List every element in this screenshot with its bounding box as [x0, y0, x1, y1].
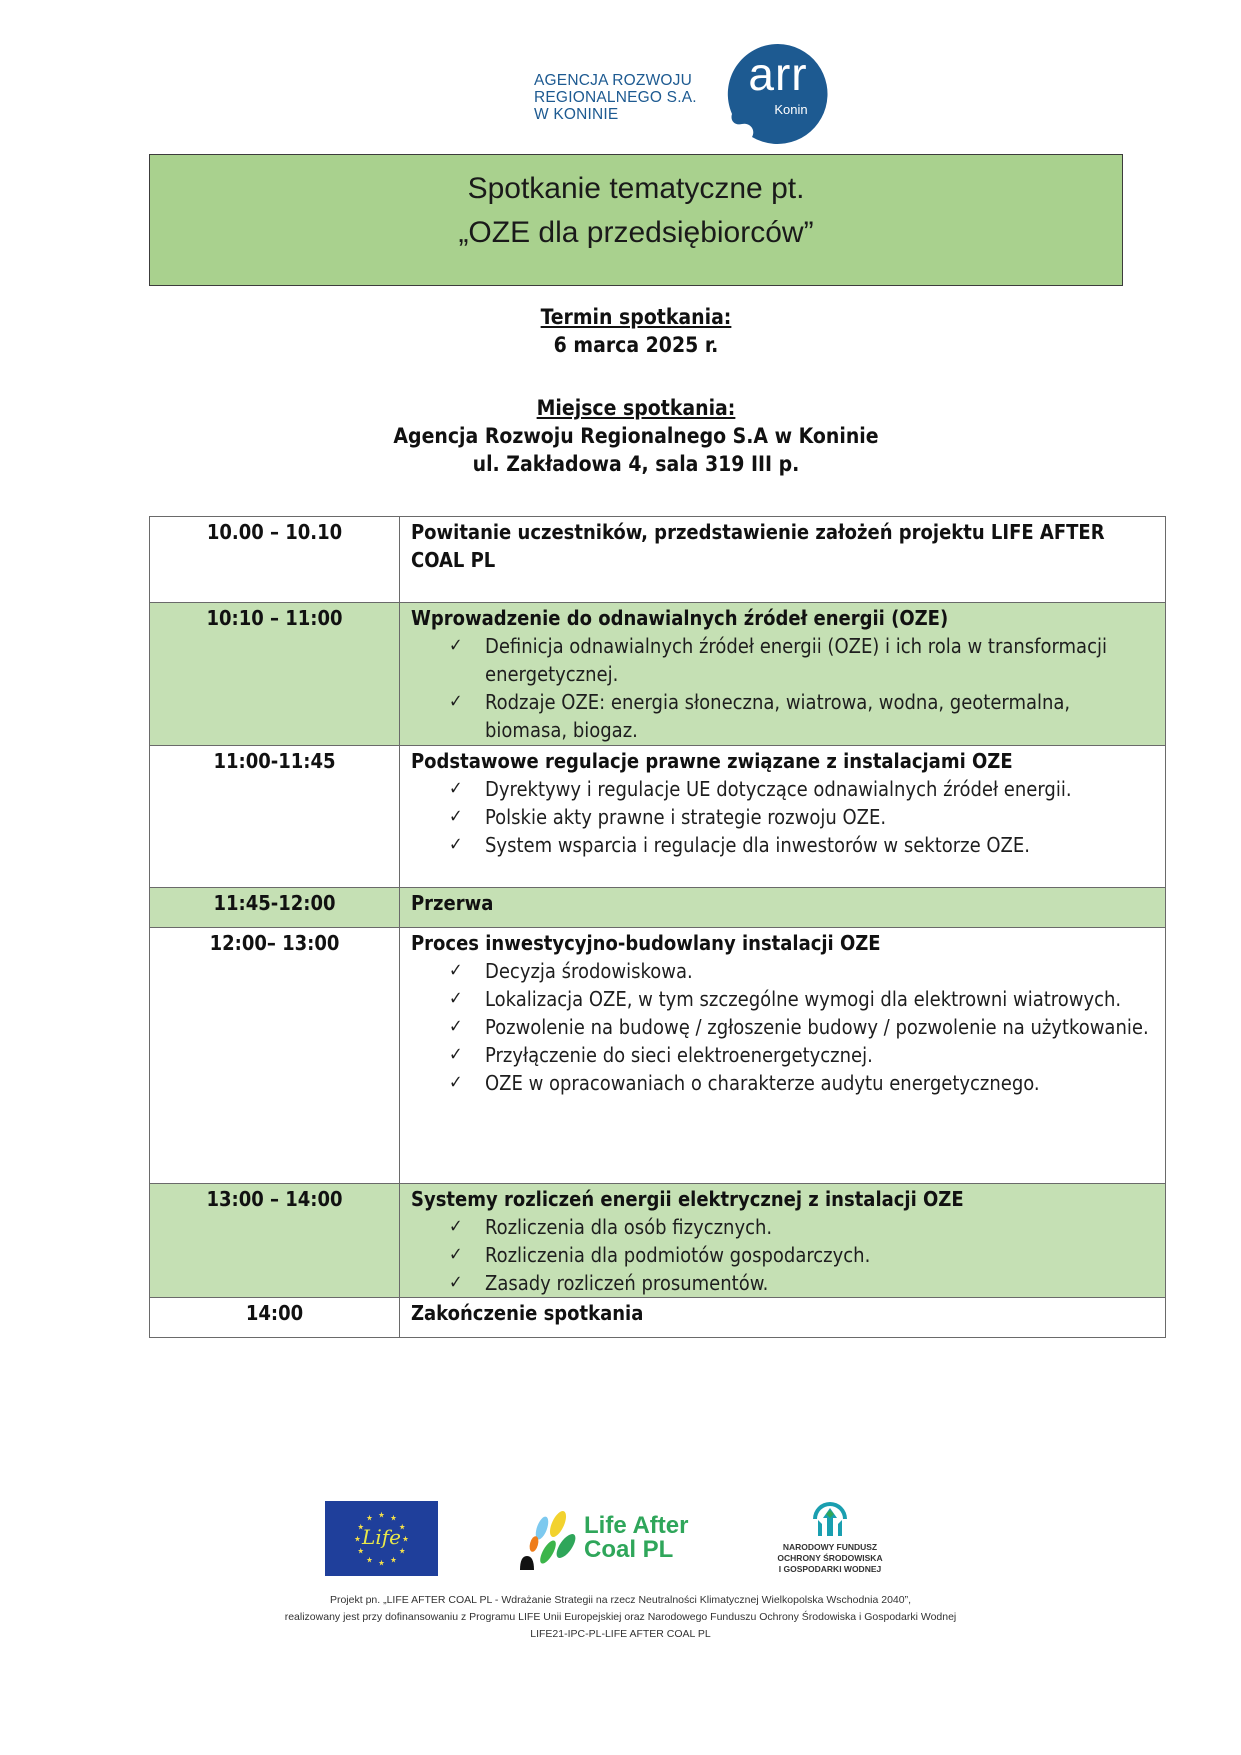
checkmark-icon: ✓	[449, 1216, 463, 1237]
agenda-subtopic-text: Lokalizacja OZE, w tym szczególne wymogi dla elektrowni wiatrowych.	[485, 987, 1122, 1011]
agenda-time: 10.00 – 10.10	[150, 517, 400, 603]
arr-logo-icon	[726, 44, 830, 144]
agenda-description	[400, 603, 1166, 746]
logo-text-line: W KONINIE	[534, 106, 619, 123]
agenda-topic: Powitanie uczestników, przedstawienie założeń projektu LIFE AFTER COAL PL	[411, 520, 1105, 572]
eu-star-icon: ★	[378, 1558, 385, 1568]
nfos-line: NARODOWY FUNDUSZ	[782, 1542, 878, 1552]
agenda-description	[400, 1298, 1166, 1338]
agenda-subtopic-text: Dyrektywy i regulacje UE dotyczące odnawialnych źródeł energii.	[485, 777, 1072, 801]
checkmark-icon: ✓	[449, 1272, 463, 1293]
agenda-description	[400, 746, 1166, 888]
agenda-subtopic-text: Pozwolenie na budowę / zgłoszenie budowy / pozwolenie na użytkowanie.	[485, 1015, 1149, 1039]
nfosigw-icon	[810, 1500, 850, 1540]
date-label: Termin spotkania:	[540, 305, 732, 329]
agenda-topic: Proces inwestycyjno-budowlany instalacji OZE	[411, 931, 881, 955]
agenda-subtopics	[411, 632, 1155, 744]
agenda-subtopic	[411, 831, 1155, 859]
eu-life-logo	[325, 1501, 438, 1576]
agenda-subtopic	[411, 688, 1155, 744]
funding-note-line-1: Projekt pn. „LIFE AFTER COAL PL - Wdrażanie Strategii na rzecz Neutralności Klimatycznej Wielkopolska Wschodnia 2040”,	[329, 1594, 912, 1606]
eu-star-icon: ★	[378, 1510, 385, 1520]
title-box	[149, 154, 1123, 286]
eu-star-icon: ★	[402, 1534, 409, 1544]
agenda-row	[150, 1298, 1166, 1338]
title-line-1: Spotkanie tematyczne pt.	[467, 172, 805, 205]
eu-star-icon: ★	[390, 1555, 397, 1565]
agenda-subtopic-text: OZE w opracowaniach o charakterze audytu energetycznego.	[485, 1071, 1040, 1095]
agenda-row	[150, 928, 1166, 1184]
checkmark-icon: ✓	[449, 1072, 463, 1093]
logo-text-line: AGENCJA ROZWOJU	[534, 72, 693, 89]
agenda-subtopic-text: Rozliczenia dla osób fizycznych.	[485, 1215, 773, 1239]
checkmark-icon: ✓	[449, 806, 463, 827]
lac-line-2: Coal PL	[584, 1536, 674, 1563]
life-after-coal-icon	[512, 1510, 582, 1574]
agenda-subtopic	[411, 1213, 1155, 1241]
agenda-subtopics	[411, 1213, 1155, 1297]
agenda-time: 11:45-12:00	[150, 888, 400, 928]
logo-city: Konin	[774, 102, 808, 117]
agenda-row	[150, 603, 1166, 746]
eu-star-icon: ★	[357, 1522, 364, 1532]
agenda-subtopic	[411, 803, 1155, 831]
nfos-line: I GOSPODARKI WODNEJ	[778, 1564, 882, 1574]
agenda-table	[149, 516, 1166, 1338]
agenda-subtopic-text: System wsparcia i regulacje dla inwestorów w sektorze OZE.	[485, 833, 1030, 857]
nfos-line: OCHRONY ŚRODOWISKA	[777, 1553, 883, 1563]
agenda-description	[400, 928, 1166, 1184]
agenda-topic: Podstawowe regulacje prawne związane z instalacjami OZE	[411, 749, 1013, 773]
eu-star-icon: ★	[366, 1513, 373, 1523]
agenda-subtopic	[411, 985, 1155, 1013]
agenda-time: 11:00-11:45	[150, 746, 400, 888]
funding-note	[150, 1592, 1091, 1643]
eu-star-icon: ★	[399, 1546, 406, 1556]
agenda-row	[150, 746, 1166, 888]
agenda-description	[400, 888, 1166, 928]
logo-text-line: REGIONALNEGO S.A.	[534, 89, 697, 106]
lac-line-1: Life After	[584, 1512, 689, 1539]
place-line-2: ul. Zakładowa 4, sala 319 III p.	[472, 452, 800, 476]
lac-logo-text	[584, 1514, 688, 1562]
agenda-subtopics	[411, 775, 1155, 859]
agenda-subtopic-text: Rozliczenia dla podmiotów gospodarczych.	[485, 1243, 871, 1267]
agenda-time: 13:00 – 14:00	[150, 1184, 400, 1298]
meeting-place-block	[149, 394, 1123, 478]
agenda-subtopic	[411, 775, 1155, 803]
agenda-topic: Systemy rozliczeń energii elektrycznej z instalacji OZE	[411, 1187, 964, 1211]
funding-note-line-2: realizowany jest przy dofinansowaniu z Programu LIFE Unii Europejskiej oraz Narodowego Funduszu Ochrony Środowiska i Gospodarki Wodnej	[284, 1611, 957, 1623]
agenda-subtopic-text: Decyzja środowiskowa.	[485, 959, 693, 983]
checkmark-icon: ✓	[449, 778, 463, 799]
place-label: Miejsce spotkania:	[536, 396, 736, 420]
eu-star-icon: ★	[399, 1522, 406, 1532]
agenda-subtopic-text: Rodzaje OZE: energia słoneczna, wiatrowa, wodna, geotermalna, biomasa, biogaz.	[485, 690, 1071, 742]
agenda-row	[150, 1184, 1166, 1298]
agenda-subtopic	[411, 957, 1155, 985]
meeting-date-block	[149, 303, 1123, 359]
date-value: 6 marca 2025 r.	[553, 333, 719, 357]
place-line-1: Agencja Rozwoju Regionalnego S.A w Koninie	[393, 424, 879, 448]
agenda-time: 12:00– 13:00	[150, 928, 400, 1184]
eu-star-icon: ★	[390, 1513, 397, 1523]
agenda-description	[400, 517, 1166, 603]
agenda-subtopic	[411, 1269, 1155, 1297]
agenda-time: 10:10 – 11:00	[150, 603, 400, 746]
agenda-subtopic-text: Zasady rozliczeń prosumentów.	[485, 1271, 769, 1295]
eu-logo-text: Life	[362, 1525, 401, 1549]
agenda-topic: Przerwa	[411, 891, 494, 915]
checkmark-icon: ✓	[449, 1016, 463, 1037]
logo-mark: arr	[748, 48, 808, 100]
agenda-topic: Wprowadzenie do odnawialnych źródeł energii (OZE)	[411, 606, 949, 630]
checkmark-icon: ✓	[449, 988, 463, 1009]
agenda-subtopic-text: Polskie akty prawne i strategie rozwoju OZE.	[485, 805, 887, 829]
agenda-subtopic	[411, 1041, 1155, 1069]
agenda-subtopic	[411, 1069, 1155, 1097]
agenda-subtopic-text: Przyłączenie do sieci elektroenergetycznej.	[485, 1043, 873, 1067]
agenda-description	[400, 1184, 1166, 1298]
nfosigw-logo	[760, 1500, 900, 1586]
life-after-coal-logo	[512, 1510, 712, 1574]
checkmark-icon: ✓	[449, 691, 463, 712]
agenda-topic: Zakończenie spotkania	[411, 1301, 644, 1325]
checkmark-icon: ✓	[449, 834, 463, 855]
agenda-time: 14:00	[150, 1298, 400, 1338]
agenda-row	[150, 888, 1166, 928]
eu-star-icon: ★	[354, 1534, 361, 1544]
checkmark-icon: ✓	[449, 1244, 463, 1265]
checkmark-icon: ✓	[449, 635, 463, 656]
agenda-subtopic	[411, 1241, 1155, 1269]
arr-logo-text	[534, 72, 704, 123]
agenda-subtopic	[411, 1013, 1155, 1041]
agenda-subtopic	[411, 632, 1155, 688]
agenda-row	[150, 517, 1166, 603]
checkmark-icon: ✓	[449, 960, 463, 981]
eu-star-icon: ★	[357, 1546, 364, 1556]
agenda-subtopics	[411, 957, 1155, 1097]
checkmark-icon: ✓	[449, 1044, 463, 1065]
nfosigw-text	[760, 1542, 900, 1575]
eu-star-icon: ★	[366, 1555, 373, 1565]
agenda-subtopic-text: Definicja odnawialnych źródeł energii (OZE) i ich rola w transformacji energetycznej.	[485, 634, 1107, 686]
title-line-2: „OZE dla przedsiębiorców”	[458, 216, 814, 249]
funding-note-line-3: LIFE21-IPC-PL-LIFE AFTER COAL PL	[530, 1628, 711, 1640]
